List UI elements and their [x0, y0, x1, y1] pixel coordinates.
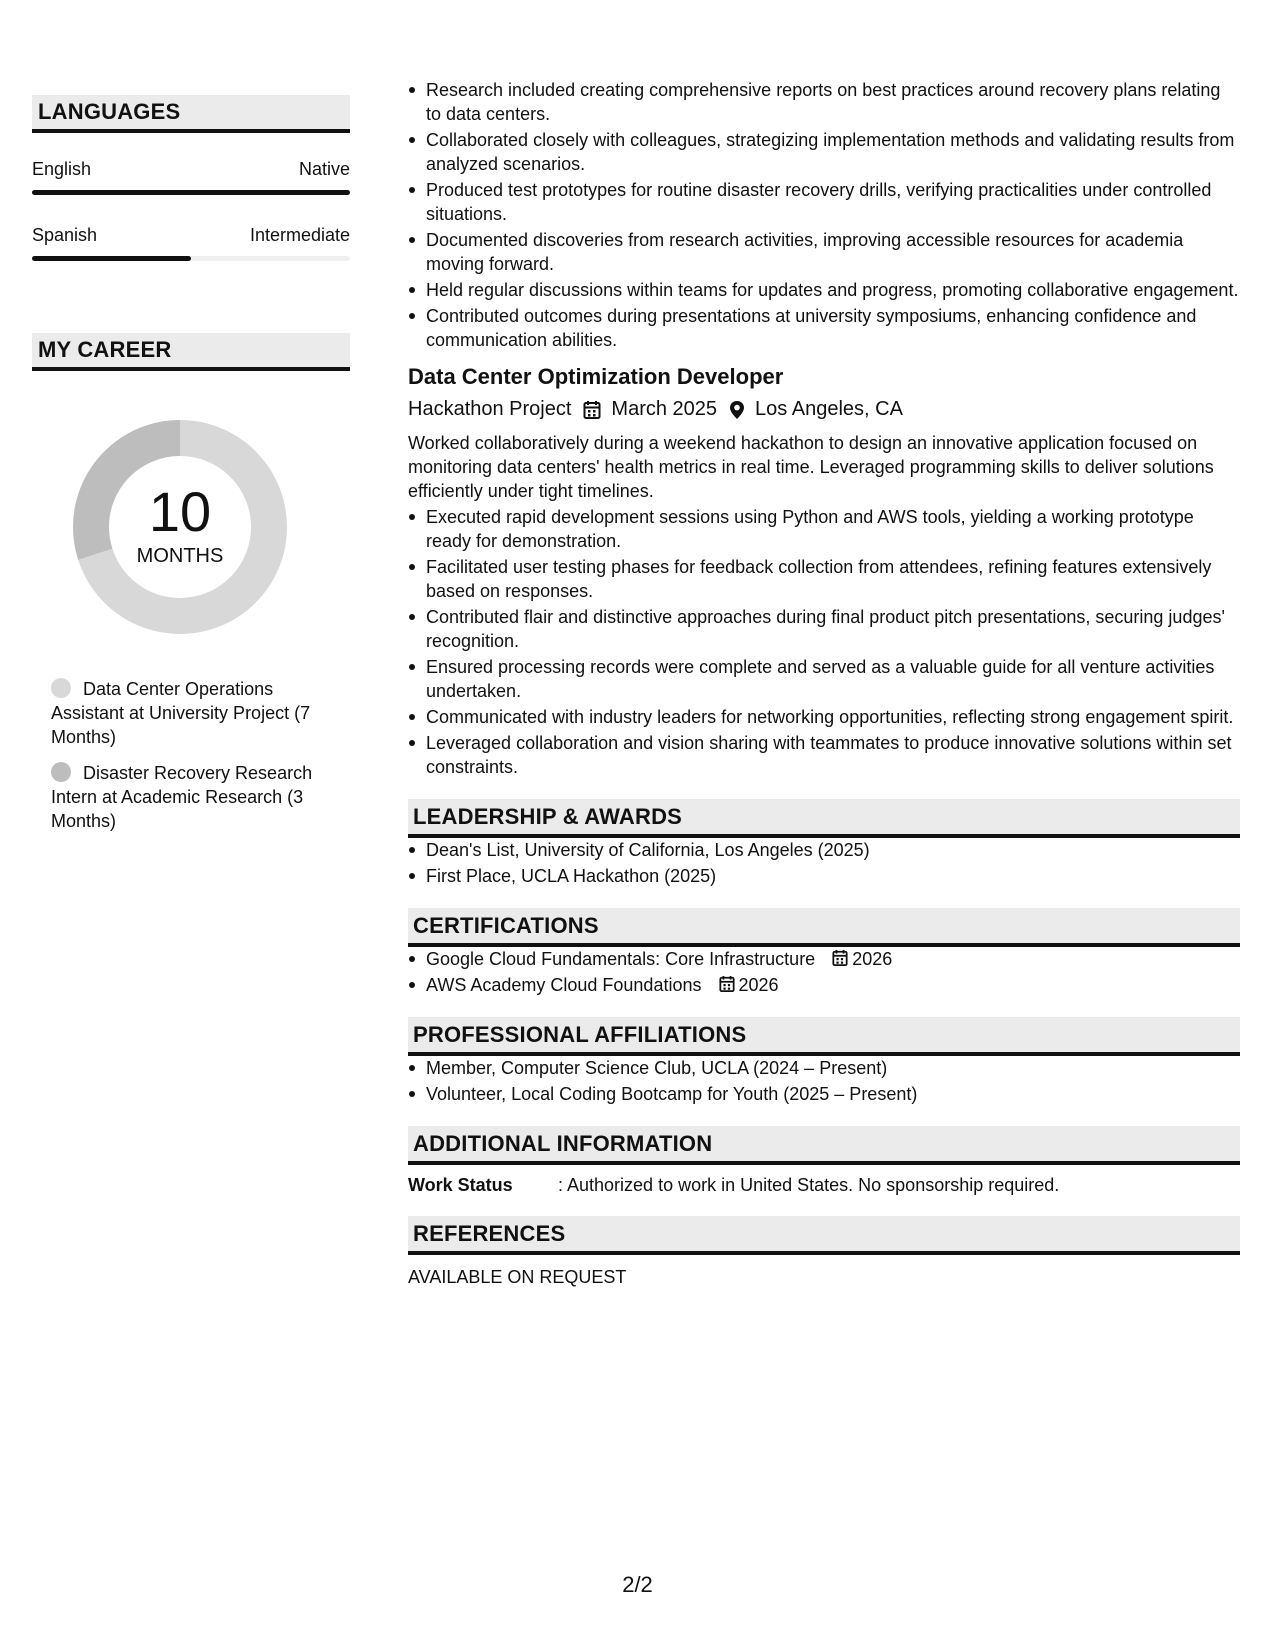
- career-total: 10: [148, 480, 212, 543]
- legend-dot: [51, 762, 71, 782]
- awards-heading: LEADERSHIP & AWARDS: [408, 799, 1240, 838]
- bullet-item: Contributed flair and distinctive approaches during final product pitch presentations, securing judges' recognition.: [426, 605, 1240, 653]
- legend-dot: [51, 678, 71, 698]
- bullet-item: Facilitated user testing phases for feedback collection from attendees, refining features extensively based on responses.: [426, 555, 1240, 603]
- award-item: First Place, UCLA Hackathon (2025): [426, 864, 1240, 888]
- job-date: March 2025: [611, 398, 718, 420]
- language-english: [32, 159, 350, 195]
- work-status-label: Work Status: [408, 1175, 513, 1195]
- award-item: Dean's List, University of California, Los Angeles (2025): [426, 838, 1240, 862]
- job-org: Hackathon Project: [408, 398, 572, 420]
- calendar-icon: [719, 975, 735, 993]
- affiliation-item: Volunteer, Local Coding Bootcamp for Youth (2025 – Present): [426, 1082, 1240, 1106]
- additional-info-heading: ADDITIONAL INFORMATION: [408, 1126, 1240, 1165]
- references-text: AVAILABLE ON REQUEST: [408, 1267, 627, 1287]
- language-name: English: [32, 159, 92, 179]
- language-bar-fill: [32, 190, 350, 195]
- language-level: Native: [298, 159, 350, 179]
- career-legend: [32, 677, 350, 833]
- calendar-icon: [583, 400, 601, 420]
- cert-year: 2026: [738, 975, 779, 995]
- map-pin-icon: [729, 400, 745, 420]
- affiliations-heading: PROFESSIONAL AFFILIATIONS: [408, 1017, 1240, 1056]
- career-heading: MY CAREER: [32, 333, 350, 371]
- cert-item: [426, 973, 1240, 997]
- job-description: Worked collaboratively during a weekend hackathon to design an innovative application focused on monitoring data centers' health metrics in real time. Leveraged programming skills to deliver solutions efficiently under tight timelines.: [408, 433, 1214, 501]
- language-bar-fill: [32, 256, 191, 261]
- bullet-item: Collaborated closely with colleagues, strategizing implementation methods and validating results from analyzed scenarios.: [426, 128, 1240, 176]
- language-bar: [32, 190, 350, 195]
- calendar-icon: [832, 949, 848, 967]
- bullet-item: Produced test prototypes for routine disaster recovery drills, verifying practicalities under controlled situations.: [426, 178, 1240, 226]
- cert-name: AWS Academy Cloud Foundations: [426, 975, 702, 995]
- right-column: [408, 78, 1240, 1288]
- bullet-item: Research included creating comprehensive reports on best practices around recovery plans relating to data centers.: [426, 78, 1240, 126]
- career-legend-item: [51, 677, 350, 749]
- job-location: Los Angeles, CA: [755, 398, 903, 420]
- cert-year: 2026: [852, 949, 893, 969]
- career-legend-item: [51, 761, 350, 833]
- bullet-item: Executed rapid development sessions using Python and AWS tools, yielding a working prototype ready for demonstration.: [426, 505, 1240, 553]
- bullet-item: Contributed outcomes during presentations at university symposiums, enhancing confidence and communication abilities.: [426, 304, 1240, 352]
- bullet-item: Leveraged collaboration and vision sharing with teammates to produce innovative solutions within set constraints.: [426, 731, 1240, 779]
- work-status-value: : Authorized to work in United States. No sponsorship required.: [558, 1175, 1060, 1195]
- job-title: Data Center Optimization Developer: [408, 364, 784, 389]
- certifications-heading: CERTIFICATIONS: [408, 908, 1240, 947]
- language-level: Intermediate: [249, 225, 350, 245]
- career-donut-chart: [66, 413, 294, 641]
- page-number: 2/2: [622, 1572, 653, 1597]
- awards-list: [408, 838, 1240, 888]
- certifications-list: [408, 947, 1240, 997]
- career-unit: MONTHS: [136, 545, 224, 567]
- work-status-row: [408, 1175, 1240, 1196]
- affiliations-list: [408, 1056, 1240, 1106]
- bullet-item: Communicated with industry leaders for networking opportunities, reflecting strong engagement spirit.: [426, 705, 1240, 729]
- bullet-item: Held regular discussions within teams for updates and progress, promoting collaborative engagement.: [426, 280, 1239, 300]
- job-meta: [408, 398, 1240, 421]
- career-legend-text: Data Center Operations Assistant at University Project (7 Months): [51, 679, 311, 747]
- cert-item: [426, 947, 1240, 971]
- bullet-item: Documented discoveries from research activities, improving accessible resources for academia moving forward.: [426, 228, 1240, 276]
- bullet-item: Ensured processing records were complete and served as a valuable guide for all venture activities undertaken.: [426, 655, 1240, 703]
- previous-job-bullets: [408, 78, 1240, 352]
- references-heading: REFERENCES: [408, 1216, 1240, 1255]
- language-spanish: [32, 225, 350, 261]
- affiliation-item: Member, Computer Science Club, UCLA (2024 – Present): [426, 1056, 1240, 1080]
- language-name: Spanish: [32, 225, 98, 245]
- career-legend-text: Disaster Recovery Research Intern at Academic Research (3 Months): [51, 763, 313, 831]
- cert-name: Google Cloud Fundamentals: Core Infrastructure: [426, 949, 816, 969]
- job-bullets: [408, 505, 1240, 779]
- language-bar: [32, 256, 350, 261]
- languages-heading: LANGUAGES: [32, 95, 350, 133]
- left-column: [32, 95, 350, 845]
